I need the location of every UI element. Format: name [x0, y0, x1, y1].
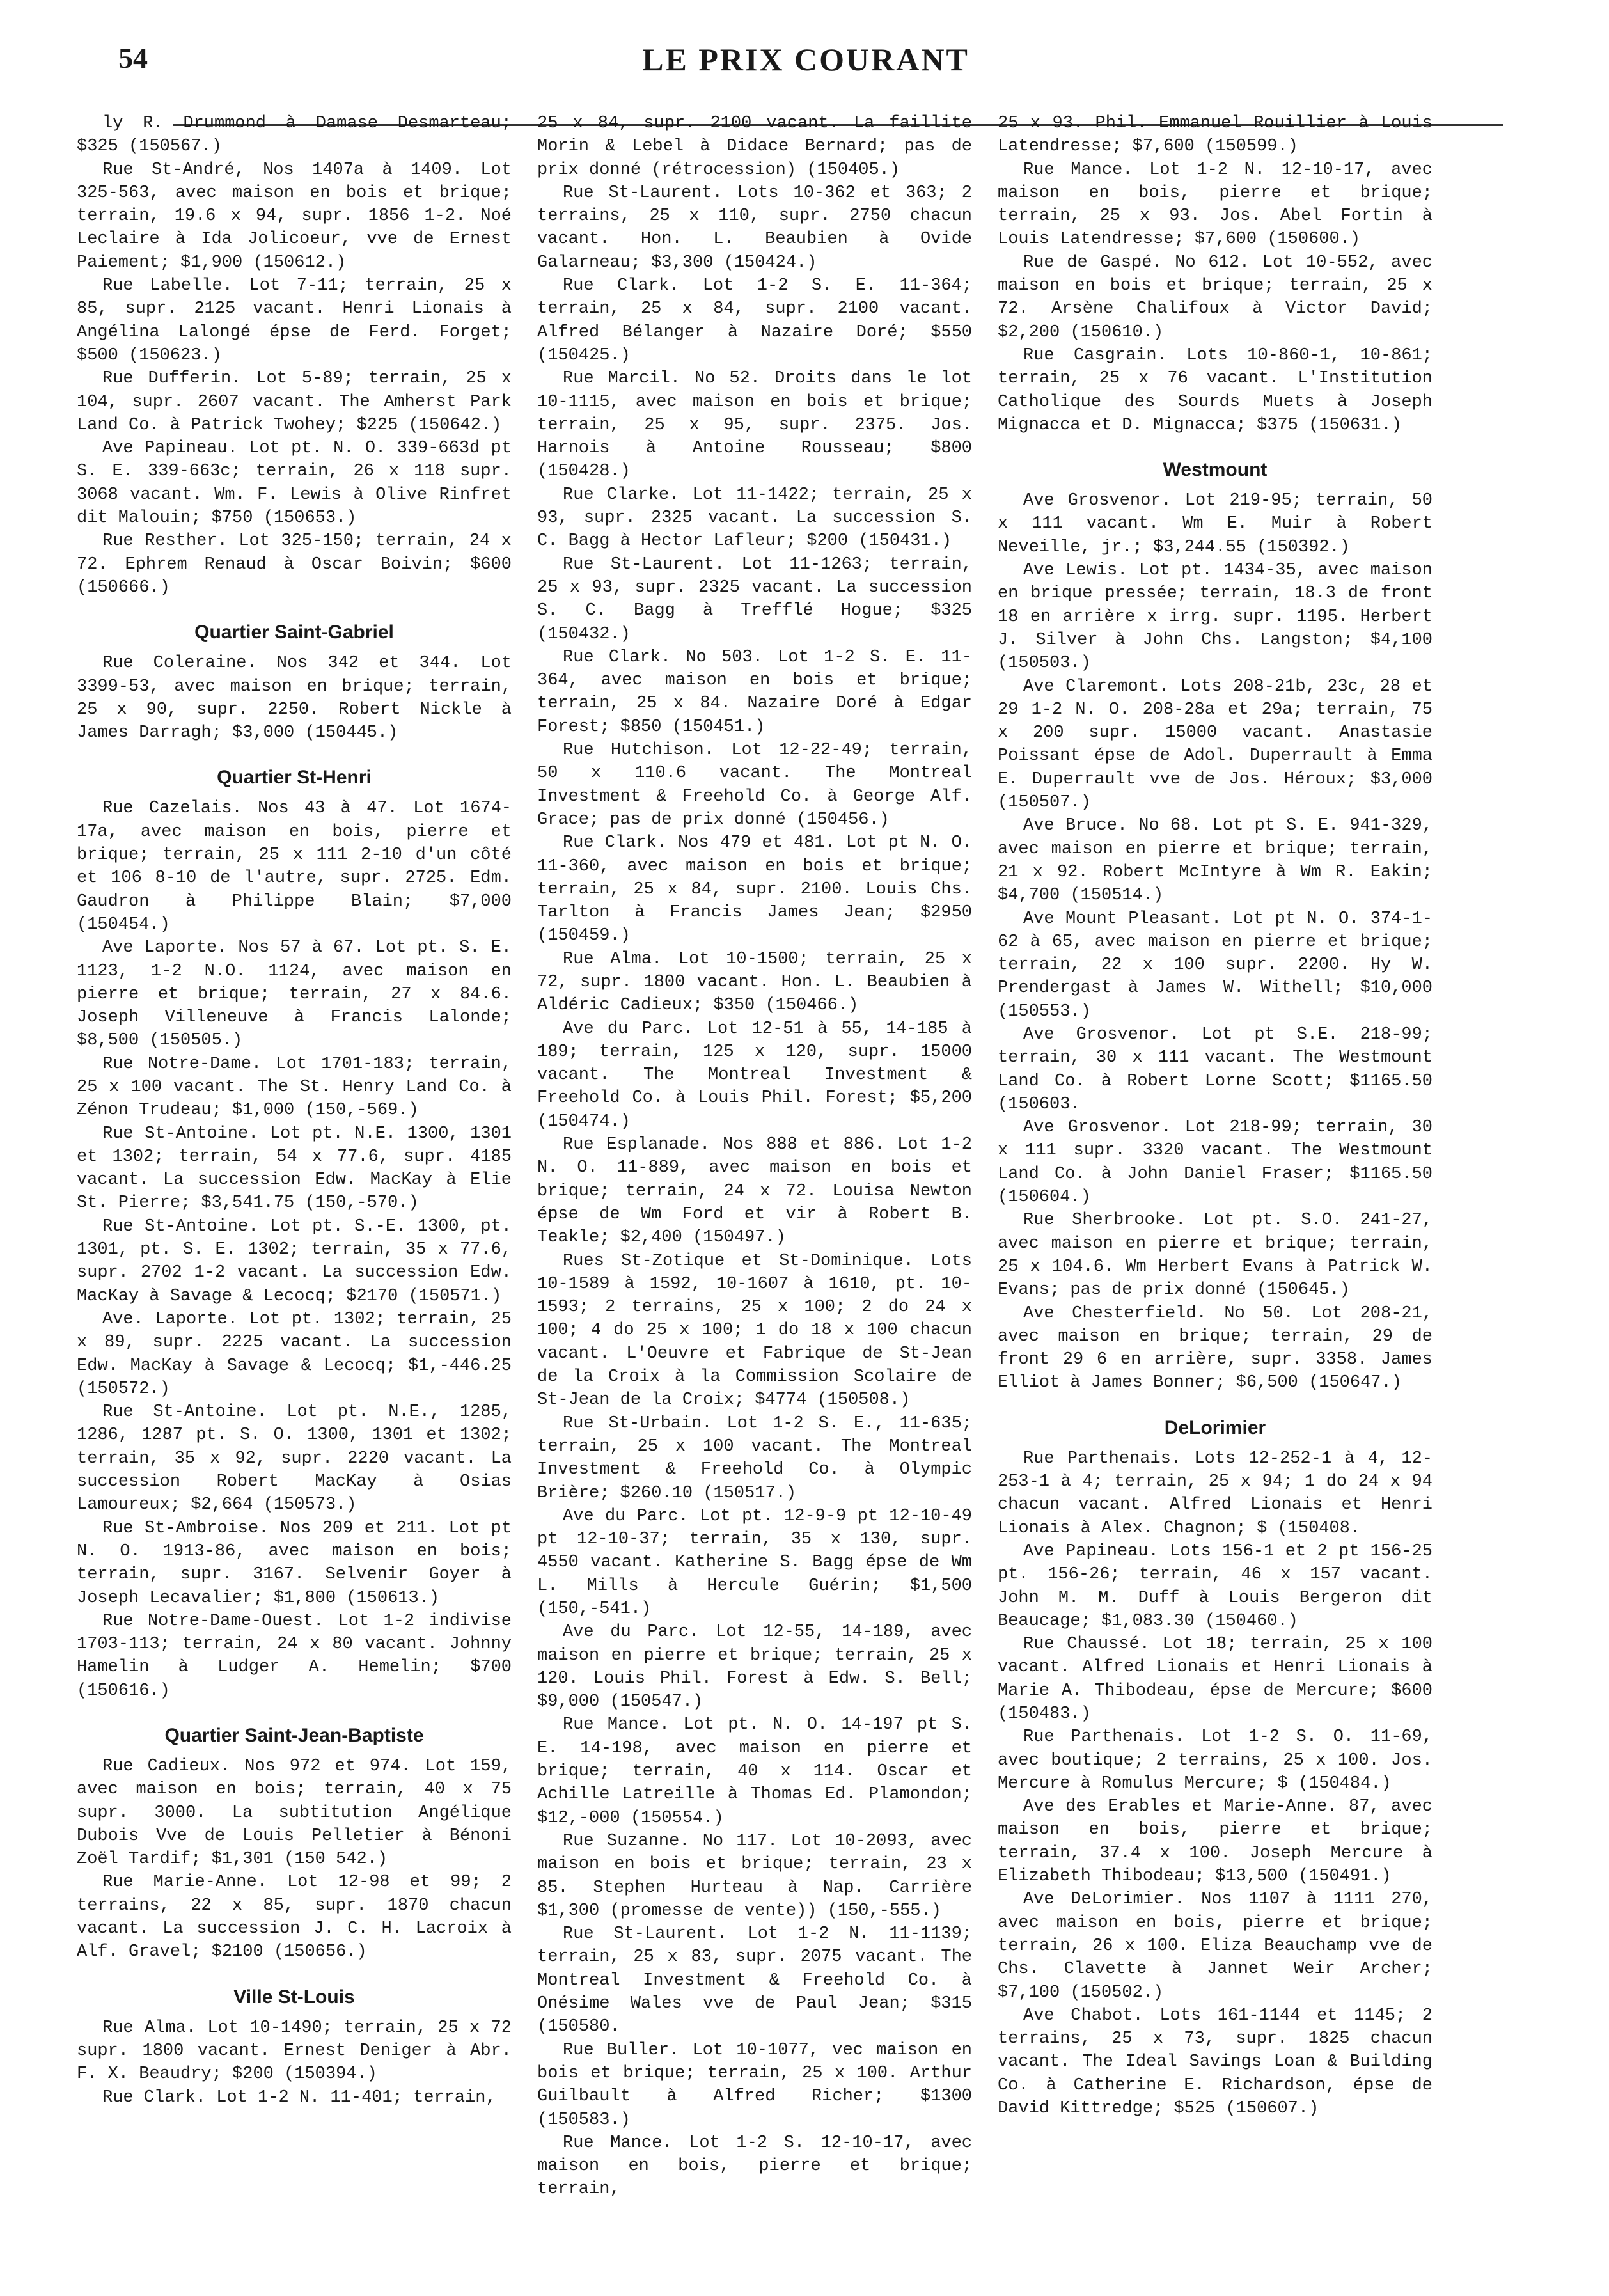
- section-heading: Ville St-Louis: [233, 1986, 355, 2008]
- listing-entry: Ave. Laporte. Lot pt. 1302; terrain, 25 x 89, supr. 2225 vacant. La succession Edw. MacKay à Savage & Lecocq; $1,-446.25 (150572.): [77, 1309, 512, 1399]
- listing-entry: Rue St-Laurent. Lots 10-362 et 363; 2 terrains, 25 x 110, supr. 2750 chacun vacant. Hon. L. Beaubien à Ovide Galarneau; $3,300 (150424.): [537, 183, 972, 272]
- listing-entry: Rue Resther. Lot 325-150; terrain, 24 x 72. Ephrem Renaud à Oscar Boivin; $600 (150666.): [77, 531, 512, 597]
- column-3: [998, 112, 1432, 2120]
- listing-entry: Ave Papineau. Lot pt. N. O. 339-663d pt S. E. 339-663c; terrain, 26 x 118 supr. 3068 vacant. Wm. F. Lewis à Olive Rinfret dit Malouin; $750 (150653.): [77, 439, 512, 528]
- listing-entry: Rue Alma. Lot 10-1490; terrain, 25 x 72 supr. 1800 vacant. Ernest Deniger à Abr. F. X. Beaudry; $200 (150394.): [77, 2018, 512, 2084]
- section-heading: Quartier Saint-Gabriel: [194, 622, 394, 643]
- listing-entry: Rue Clark. No 503. Lot 1-2 S. E. 11-364, avec maison en bois et brique; terrain, 25 x 84. Nazaire Doré à Edgar Forest; $850 (150451.): [537, 647, 972, 737]
- listing-entry: Rue Mance. Lot 1-2 S. 12-10-17, avec maison en bois, pierre et brique; terrain,: [537, 2133, 972, 2199]
- listing-entry: Ave du Parc. Lot 12-51 à 55, 14-185 à 189; terrain, 125 x 120, supr. 15000 vacant. The Montreal Investment & Freehold Co. à Louis Phil. Forest; $5,200 (150474.): [537, 1019, 972, 1131]
- listing-entry: Rue St-Antoine. Lot pt. N.E., 1285, 1286, 1287 pt. S. O. 1300, 1301 et 1302; terrain, 35 x 92, supr. 2220 vacant. La succession Robert MacKay à Osias Lamoureux; $2,664 (150573.): [77, 1403, 512, 1515]
- listing-entry: Rue Cadieux. Nos 972 et 974. Lot 159, avec maison en bois; terrain, 40 x 75 supr. 3000. La subtitution Angélique Dubois Vve de Louis Pelletier à Bénoni Zoël Tardif; $1,301 (150 542.): [77, 1757, 512, 1869]
- listing-entry: Ave Chabot. Lots 161-1144 et 1145; 2 terrains, 25 x 73, supr. 1825 chacun vacant. The Ideal Savings Loan & Building Co. à Catherine E. Richardson, épse de David Kittredge; $525 (150607.): [998, 2006, 1432, 2119]
- listing-entry: Rue Clark. Nos 479 et 481. Lot pt N. O. 11-360, avec maison en bois et brique; terrain, 25 x 84, supr. 2100. Louis Chs. Tarlton à Francis James Jean; $2950 (150459.): [537, 833, 972, 946]
- listing-entry: Rue Dufferin. Lot 5-89; terrain, 25 x 104, supr. 2607 vacant. The Amherst Park Land Co. à Patrick Twohey; $225 (150642.): [77, 369, 512, 435]
- listing-entry: Rue Hutchison. Lot 12-22-49; terrain, 50 x 110.6 vacant. The Montreal Investment & Freehold Co. à George Alf. Grace; pas de prix donné (150456.): [537, 741, 972, 830]
- listing-entry: Rue Notre-Dame. Lot 1701-183; terrain, 25 x 100 vacant. The St. Henry Land Co. à Zénon Trudeau; $1,000 (150,-569.): [77, 1054, 512, 1120]
- section-heading: Westmount: [1163, 459, 1268, 481]
- listing-entry: Rue Parthenais. Lots 12-252-1 à 4, 12-253-1 à 4; terrain, 25 x 94; 1 do 24 x 94 chacun vacant. Alfred Lionais et Henri Lionais à Alex. Chagnon; $ (150408.: [998, 1449, 1432, 1538]
- listing-entry: Rue Mance. Lot pt. N. O. 14-197 pt S. E. 14-198, avec maison en pierre et brique; terrain, 40 x 114. Oscar et Achille Latreille à Thomas Ed. Plamondon; $12,-000 (150554.): [537, 1715, 972, 1828]
- listing-entry: Rue St-Urbain. Lot 1-2 S. E., 11-635; terrain, 25 x 100 vacant. The Montreal Investment & Freehold Co. à Olympic Brière; $260.10 (150517.): [537, 1413, 972, 1503]
- listing-entry: Rue Marie-Anne. Lot 12-98 et 99; 2 terrains, 22 x 85, supr. 1870 chacun vacant. La succession J. C. H. Lacroix à Alf. Gravel; $2100 (150656.): [77, 1873, 512, 1962]
- listing-entry: Rues St-Zotique et St-Dominique. Lots 10-1589 à 1592, 10-1607 à 1610, pt. 10-1593; 2 terrains, 25 x 100; 2 do 24 x 100; 4 do 25 x 100; 1 do 18 x 100 chacun vacant. L'Oeuvre et Fabrique de St-Jean de la Croix à la Commission Scolaire de St-Jean de la Croix; $4774 (150508.): [537, 1251, 972, 1410]
- listing-entry: Ave Bruce. No 68. Lot pt S. E. 941-329, avec maison en pierre et brique; terrain, 21 x 92. Robert McIntyre à Wm R. Eakin; $4,700 (150514.): [998, 816, 1432, 906]
- listing-entry: Rue Notre-Dame-Ouest. Lot 1-2 indivise 1703-113; terrain, 24 x 80 vacant. Johnny Hamelin à Ludger A. Hemelin; $700 (150616.): [77, 1611, 512, 1701]
- listing-entry: Rue Marcil. No 52. Droits dans le lot 10-1115, avec maison en bois et brique; terrain, 25 x 95, supr. 2375. Jos. Harnois à Antoine Rousseau; $800 (150428.): [537, 369, 972, 482]
- listing-entry: 25 x 93. Phil. Emmanuel Rouillier à Louis Latendresse; $7,600 (150599.): [998, 114, 1432, 157]
- listing-entry: Rue Suzanne. No 117. Lot 10-2093, avec maison en bois et brique; terrain, 23 x 85. Stephen Hurteau à Nap. Carrière $1,300 (promesse de vente)) (150,-555.): [537, 1831, 972, 1921]
- listing-entry: Ave des Erables et Marie-Anne. 87, avec maison en bois, pierre et brique; terrain, 37.4 x 100. Joseph Mercure à Elizabeth Thibodeau; $13,500 (150491.): [998, 1797, 1432, 1887]
- listing-entry: Rue Alma. Lot 10-1500; terrain, 25 x 72, supr. 1800 vacant. Hon. L. Beaubien à Aldéric Cadieux; $350 (150466.): [537, 949, 972, 1016]
- listing-entry: Rue Clark. Lot 1-2 S. E. 11-364; terrain, 25 x 84, supr. 2100 vacant. Alfred Bélanger à Nazaire Doré; $550 (150425.): [537, 276, 972, 365]
- listing-entry: Ave Claremont. Lots 208-21b, 23c, 28 et 29 1-2 N. O. 208-28a et 29a; terrain, 75 x 200 supr. 15000 vacant. Anastasie Poissant épse de Adol. Duperrault à Emma E. Duperrault vve de Jos. Héroux; $3,000 (150507.): [998, 677, 1432, 813]
- listing-entry: Rue Chaussé. Lot 18; terrain, 25 x 100 vacant. Alfred Lionais et Henri Lionais à Marie A. Thibodeau, épse de Mercure; $600 (150483.): [998, 1635, 1432, 1724]
- listing-entry: Ave Grosvenor. Lot 219-95; terrain, 50 x 111 vacant. Wm E. Muir à Robert Neveille, jr.; $3,244.55 (150392.): [998, 491, 1432, 557]
- listing-entry: Ave Papineau. Lots 156-1 et 2 pt 156-25 pt. 156-26; terrain, 46 x 157 vacant. John M. M. Duff à Louis Bergeron dit Beaucage; $1,083.30 (150460.): [998, 1541, 1432, 1631]
- listing-entry: Rue St-Laurent. Lot 11-1263; terrain, 25 x 93, supr. 2325 vacant. La succession S. C. Bagg à Trefflé Hogue; $325 (150432.): [537, 554, 972, 644]
- listing-entry: Rue Labelle. Lot 7-11; terrain, 25 x 85, supr. 2125 vacant. Henri Lionais à Angélina Lalongé épse de Ferd. Forget; $500 (150623.): [77, 276, 512, 365]
- listing-entry: Rue Parthenais. Lot 1-2 S. O. 11-69, avec boutique; 2 terrains, 25 x 100. Jos. Mercure à Romulus Mercure; $ (150484.): [998, 1727, 1432, 1793]
- page-header: [109, 37, 1503, 88]
- listing-entry: 25 x 84, supr. 2100 vacant. La faillite Morin & Lebel à Didace Bernard; pas de prix donné (rétrocession) (150405.): [537, 114, 972, 180]
- column-2: [537, 112, 972, 2201]
- listing-entry: Ave Chesterfield. No 50. Lot 208-21, avec maison en brique; terrain, 29 de front 29 6 en arrière, supr. 3358. James Elliot à James Bonner; $6,500 (150647.): [998, 1303, 1432, 1393]
- listing-entry: Rue St-Antoine. Lot pt. S.-E. 1300, pt. 1301, pt. S. E. 1302; terrain, 35 x 77.6, supr. 2702 1-2 vacant. La succession Edw. MacKay à Savage & Lecocq; $2170 (150571.): [77, 1216, 512, 1306]
- listing-entry: Rue Clarke. Lot 11-1422; terrain, 25 x 93, supr. 2325 vacant. La succession S. C. Bagg à Hector Lafleur; $200 (150431.): [537, 485, 972, 551]
- listing-entry: Rue St-Ambroise. Nos 209 et 211. Lot pt N. O. 1913-86, avec maison en bois; terrain, supr. 3167. Selvenir Goyer à Joseph Lecavalier; $1,800 (150613.): [77, 1518, 512, 1608]
- listing-entry: Rue St-Laurent. Lot 1-2 N. 11-1139; terrain, 25 x 83, supr. 2075 vacant. The Montreal Investment & Freehold Co. à Onésime Wales vve de Paul Jean; $315 (150580.: [537, 1924, 972, 2037]
- listing-entry: ly R. Drummond à Damase Desmarteau; $325 (150567.): [77, 114, 512, 157]
- page-number: 54: [118, 42, 148, 74]
- listing-entry: Ave du Parc. Lot 12-55, 14-189, avec maison en pierre et brique; terrain, 25 x 120. Louis Phil. Forest à Edw. S. Bell; $9,000 (150547.): [537, 1623, 972, 1712]
- listing-entry: Rue Mance. Lot 1-2 N. 12-10-17, avec maison en bois, pierre et brique; terrain, 25 x 93. Jos. Abel Fortin à Louis Latendresse; $7,600 (150600.): [998, 160, 1432, 249]
- listing-entry: Rue St-André, Nos 1407a à 1409. Lot 325-563, avec maison en bois et brique; terrain, 19.6 x 94, supr. 1856 1-2. Noé Leclaire à Ida Jolicoeur, vve de Ernest Paiement; $1,900 (150612.): [77, 160, 512, 272]
- listing-entry: Rue St-Antoine. Lot pt. N.E. 1300, 1301 et 1302; terrain, 54 x 77.6, supr. 4185 vacant. La succession Edw. MacKay à Elie St. Pierre; $3,541.75 (150,-570.): [77, 1124, 512, 1213]
- listing-entry: Ave Lewis. Lot pt. 1434-35, avec maison en brique pressée; terrain, 18.3 de front 18 en arrière x irrg. supr. 1195. Herbert J. Silver à John Chs. Langston; $4,100 (150503.): [998, 561, 1432, 673]
- listing-entry: Ave du Parc. Lot pt. 12-9-9 pt 12-10-49 pt 12-10-37; terrain, 35 x 130, supr. 4550 vacant. Katherine S. Bagg épse de Wm L. Mills à Hercule Guérin; $1,500 (150,-541.): [537, 1506, 972, 1619]
- listing-entry: Rue de Gaspé. No 612. Lot 10-552, avec maison en bois et brique; terrain, 25 x 72. Arsène Chalifoux à Victor David; $2,200 (150610.): [998, 253, 1432, 342]
- listing-entry: Ave Grosvenor. Lot pt S.E. 218-99; terrain, 30 x 111 vacant. The Westmount Land Co. à Robert Lorne Scott; $1165.50 (150603.: [998, 1025, 1432, 1114]
- journal-title: LE PRIX COURANT: [642, 42, 969, 77]
- listing-entry: Ave Laporte. Nos 57 à 67. Lot pt. S. E. 1123, 1-2 N.O. 1124, avec maison en pierre et brique; terrain, 27 x 84.6. Joseph Villeneuve à Francis Lalonde; $8,500 (150505.): [77, 938, 512, 1051]
- section-heading: DeLorimier: [1164, 1417, 1266, 1438]
- listing-entry: Ave Mount Pleasant. Lot pt N. O. 374-1-62 à 65, avec maison en pierre et brique; terrain, 22 x 100 supr. 2200. Hy W. Prendergast à James W. Withell; $10,000 (150553.): [998, 909, 1432, 1021]
- listing-entry: Rue Coleraine. Nos 342 et 344. Lot 3399-53, avec maison en brique; terrain, 25 x 90, supr. 2250. Robert Nickle à James Darragh; $3,000 (150445.): [77, 654, 512, 743]
- listing-entry: Rue Sherbrooke. Lot pt. S.O. 241-27, avec maison en pierre et brique; terrain, 25 x 104.6. Wm Herbert Evans à Patrick W. Evans; pas de prix donné (150645.): [998, 1211, 1432, 1300]
- section-heading: Quartier St-Henri: [217, 767, 372, 789]
- listing-entry: Rue Clark. Lot 1-2 N. 11-401; terrain,: [102, 2088, 496, 2107]
- listing-entry: Ave Grosvenor. Lot 218-99; terrain, 30 x 111 supr. 3320 vacant. The Westmount Land Co. à John Daniel Fraser; $1165.50 (150604.): [998, 1118, 1432, 1207]
- listing-entry: Ave DeLorimier. Nos 1107 à 1111 270, avec maison en bois, pierre et brique; terrain, 26 x 100. Eliza Beauchamp vve de Chs. Clavette à Jannet Weir Archer; $7,100 (150502.): [998, 1890, 1432, 2002]
- section-heading: Quartier Saint-Jean-Baptiste: [164, 1725, 424, 1746]
- column-1: [77, 112, 512, 2109]
- listing-entry: Rue Buller. Lot 10-1077, vec maison en bois et brique; terrain, 25 x 100. Arthur Guilbault à Alfred Richer; $1300 (150583.): [537, 2040, 972, 2130]
- listing-entry: Rue Esplanade. Nos 888 et 886. Lot 1-2 N. O. 11-889, avec maison en bois et brique; terrain, 24 x 72. Louisa Newton épse de Wm Ford et vir à Robert B. Teakle; $2,400 (150497.): [537, 1135, 972, 1248]
- listing-entry: Rue Cazelais. Nos 43 à 47. Lot 1674-17a, avec maison en bois, pierre et brique; terrain, 25 x 111 2-10 d'un côté et 106 8-10 de l'autre, supr. 2725. Edm. Gaudron à Philippe Blain; $7,000 (150454.): [77, 799, 512, 934]
- listing-entry: Rue Casgrain. Lots 10-860-1, 10-861; terrain, 25 x 76 vacant. L'Institution Catholique des Sourds Muets à Joseph Mignacca et D. Mignacca; $375 (150631.): [998, 345, 1432, 435]
